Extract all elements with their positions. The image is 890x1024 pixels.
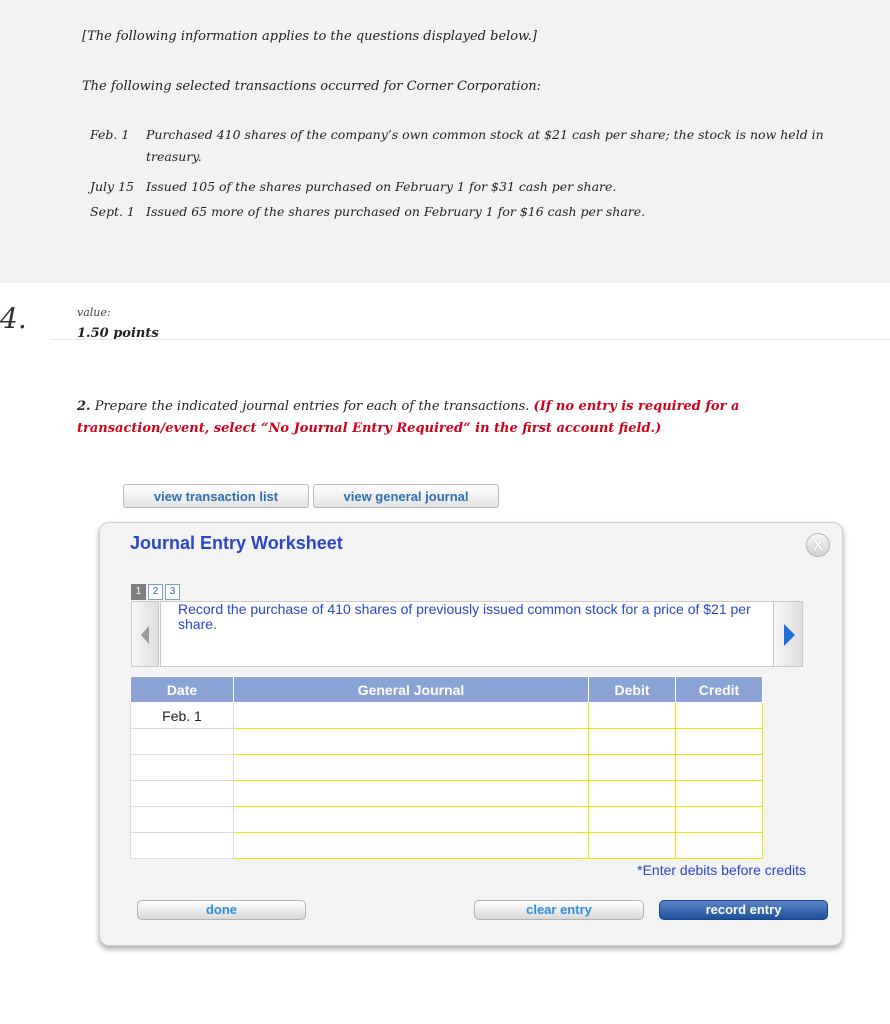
col-credit: Credit [676,677,763,703]
account-input[interactable] [234,833,589,859]
debit-input[interactable] [589,755,676,781]
debits-note: *Enter debits before credits [637,862,806,878]
col-date: Date [131,677,234,703]
account-input[interactable] [234,703,589,729]
date-cell [131,807,234,833]
prev-arrow-button[interactable] [131,601,159,667]
view-transaction-list-button[interactable]: view transaction list [123,484,309,508]
credit-input[interactable] [676,703,763,729]
account-input[interactable] [234,755,589,781]
col-general-journal: General Journal [234,677,589,703]
date-cell [131,755,234,781]
table-row [131,729,763,755]
step-2[interactable]: 2 [148,584,163,600]
debit-input[interactable] [589,703,676,729]
credit-input[interactable] [676,755,763,781]
date-cell [131,833,234,859]
account-input[interactable] [234,807,589,833]
col-debit: Debit [589,677,676,703]
debit-input[interactable] [589,729,676,755]
points-value: 1.50 points [77,326,159,341]
transaction-row [90,201,826,223]
date-cell [131,781,234,807]
table-row [131,833,763,859]
info-panel [0,0,890,283]
account-input[interactable] [234,781,589,807]
transaction-row [90,176,826,198]
table-row [131,755,763,781]
debit-input[interactable] [589,807,676,833]
table-header-row [131,677,763,703]
close-icon[interactable]: X [806,533,830,557]
clear-entry-button[interactable]: clear entry [474,900,644,920]
arrow-right-icon [774,602,804,668]
instruction [77,396,817,440]
entry-description-box [160,601,774,667]
divider [52,339,890,340]
value-label: value: [77,306,111,319]
lead-text: The following selected transactions occurred for Corner Corporation: [82,79,542,94]
arrow-left-icon [132,602,160,668]
table-row [131,703,763,729]
table-row [131,781,763,807]
transaction-text: Issued 105 of the shares purchased on February 1 for $31 cash per share. [146,179,617,194]
step-1[interactable]: 1 [131,584,146,600]
debit-input[interactable] [589,781,676,807]
date-cell [131,729,234,755]
entry-description: Record the purchase of 410 shares of previously issued common stock for a price of $21 per share. [178,601,751,632]
journal-table [130,676,763,859]
done-button[interactable]: done [137,900,306,920]
debit-input[interactable] [589,833,676,859]
credit-input[interactable] [676,833,763,859]
transaction-row [90,124,826,168]
step-selector [131,579,182,600]
worksheet-title: Journal Entry Worksheet [130,533,343,553]
credit-input[interactable] [676,729,763,755]
table-row [131,807,763,833]
transaction-date: Feb. 1 [90,127,130,142]
date-cell: Feb. 1 [131,703,234,729]
transaction-text: Issued 65 more of the shares purchased on February 1 for $16 cash per share. [146,204,646,219]
credit-input[interactable] [676,807,763,833]
transaction-date: Sept. 1 [90,204,135,219]
journal-entry-worksheet [99,522,843,946]
view-general-journal-button[interactable]: view general journal [313,484,499,508]
account-input[interactable] [234,729,589,755]
step-3[interactable]: 3 [165,584,180,600]
instruction-text: Prepare the indicated journal entries for each of the transactions. [94,399,530,414]
credit-input[interactable] [676,781,763,807]
transaction-text: Purchased 410 shares of the company’s own common stock at $21 cash per share; the stock is now held in treasury. [146,127,824,164]
record-entry-button[interactable]: record entry [659,900,828,920]
transaction-date: July 15 [90,179,135,194]
question-number: 4. [0,302,27,335]
next-arrow-button[interactable] [773,601,803,667]
instruction-note: (If no entry is required for a transaction/event, select “No Journal Entry Required” in the first account field.) [77,399,740,436]
intro-text: [The following information applies to the questions displayed below.] [82,29,537,44]
instruction-number: 2. [77,399,91,414]
